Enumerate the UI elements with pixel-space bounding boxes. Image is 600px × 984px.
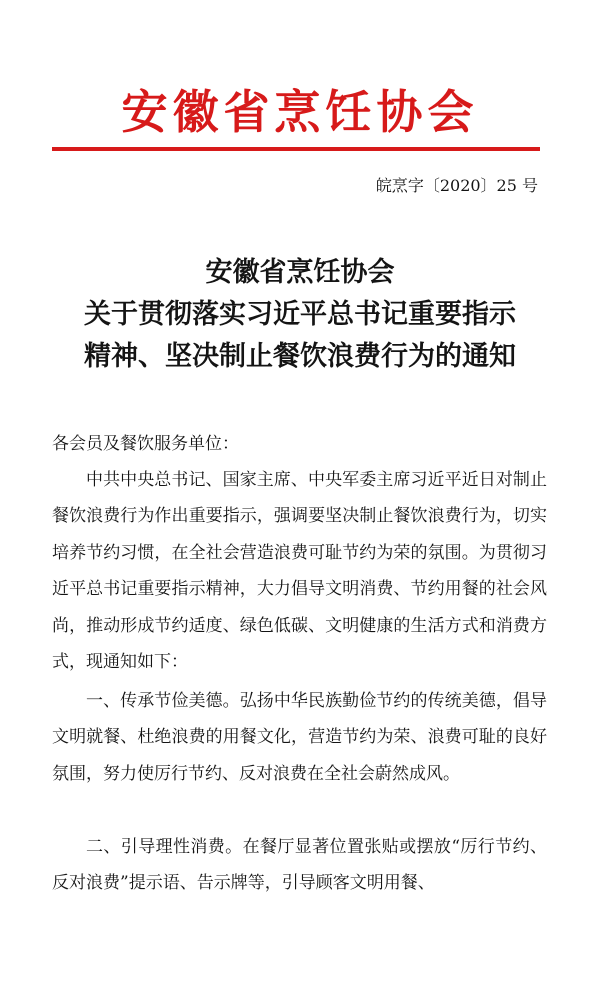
title-line-subject-1: 关于贯彻落实习近平总书记重要指示 [84, 299, 516, 330]
salutation: 各会员及餐饮服务单位： [52, 434, 239, 454]
body-paragraph-item-2: 二、引导理性消费。在餐厅显著位置张贴或摆放“厉行节约、反对浪费”提示语、告示牌等，引导顾客文明用餐、 [52, 837, 547, 894]
letterhead-divider [52, 147, 540, 151]
organization-letterhead: 安徽省烹饪协会 [121, 85, 479, 139]
document-number: 皖烹字〔2020〕25 号 [375, 176, 538, 195]
body-paragraph-intro: 中共中央总书记、国家主席、中央军委主席习近平近日对制止餐饮浪费行为作出重要指示，强调要坚决制止餐饮浪费行为，切实培养节约习惯，在全社会营造浪费可耻节约为荣的氛围。为贯彻习近平总书记重要指示精神，大力倡导文明消费、节约用餐的社会风尚，推动形成节约适度、绿色低碳、文明健康的生活方式和消费方式，现通知如下： [52, 470, 547, 673]
body-paragraph-item-1: 一、传承节俭美德。弘扬中华民族勤俭节约的传统美德，倡导文明就餐、杜绝浪费的用餐文化，营造节约为荣、浪费可耻的良好氛围，努力使厉行节约、反对浪费在全社会蔚然成风。 [52, 691, 547, 784]
title-line-subject-2: 精神、坚决制止餐饮浪费行为的通知 [84, 341, 516, 372]
title-line-org: 安徽省烹饪协会 [205, 257, 395, 288]
notice-title [0, 252, 600, 378]
